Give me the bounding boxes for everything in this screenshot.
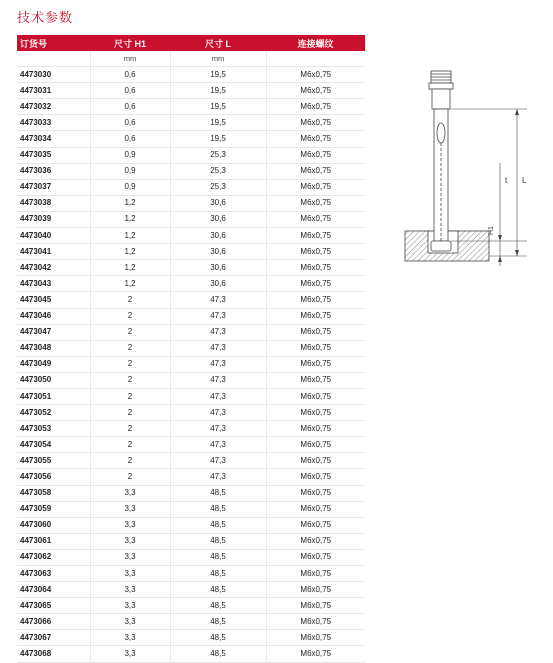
h1-cell: 3,3 xyxy=(90,646,170,662)
l-cell: 47,3 xyxy=(170,340,266,356)
thread-cell: M6x0,75 xyxy=(266,405,365,421)
order-no-cell: 4473030 xyxy=(17,67,90,83)
thread-cell: M6x0,75 xyxy=(266,292,365,308)
header-h1: 尺寸 H1 xyxy=(90,35,170,51)
order-no-cell: 4473053 xyxy=(17,421,90,437)
l-cell: 48,5 xyxy=(170,549,266,565)
h1-cell: 0,6 xyxy=(90,67,170,83)
l-cell: 30,6 xyxy=(170,260,266,276)
unit-cell xyxy=(17,51,90,67)
l-cell: 48,5 xyxy=(170,598,266,614)
order-no-cell: 4473041 xyxy=(17,244,90,260)
thread-cell: M6x0,75 xyxy=(266,260,365,276)
order-no-cell: 4473065 xyxy=(17,598,90,614)
h1-cell: 3,3 xyxy=(90,630,170,646)
order-no-cell: 4473066 xyxy=(17,614,90,630)
table-row xyxy=(17,324,365,340)
label-t: t xyxy=(505,176,508,185)
table-row xyxy=(17,566,365,582)
l-cell: 47,3 xyxy=(170,292,266,308)
thread-cell: M6x0,75 xyxy=(266,469,365,485)
l-cell: 47,3 xyxy=(170,421,266,437)
h1-cell: 3,3 xyxy=(90,533,170,549)
l-cell: 48,5 xyxy=(170,501,266,517)
l-cell: 48,5 xyxy=(170,517,266,533)
order-no-cell: 4473035 xyxy=(17,147,90,163)
l-cell: 19,5 xyxy=(170,99,266,115)
table-row xyxy=(17,485,365,501)
table-row xyxy=(17,356,365,372)
thread-cell: M6x0,75 xyxy=(266,582,365,598)
order-no-cell: 4473054 xyxy=(17,437,90,453)
table-row xyxy=(17,388,365,404)
order-no-cell: 4473040 xyxy=(17,228,90,244)
l-cell: 47,3 xyxy=(170,388,266,404)
table-row xyxy=(17,195,365,211)
thread-cell: M6x0,75 xyxy=(266,598,365,614)
h1-cell: 1,2 xyxy=(90,276,170,292)
order-no-cell: 4473039 xyxy=(17,211,90,227)
header-l: 尺寸 L xyxy=(170,35,266,51)
label-h1: H1 xyxy=(488,226,495,235)
h1-cell: 2 xyxy=(90,340,170,356)
table-row xyxy=(17,421,365,437)
order-no-cell: 4473038 xyxy=(17,195,90,211)
table-row xyxy=(17,614,365,630)
table-row xyxy=(17,469,365,485)
table-row xyxy=(17,372,365,388)
table-row xyxy=(17,437,365,453)
thread-cell: M6x0,75 xyxy=(266,533,365,549)
order-no-cell: 4473051 xyxy=(17,388,90,404)
l-cell: 48,5 xyxy=(170,614,266,630)
l-cell: 48,5 xyxy=(170,630,266,646)
l-cell: 47,3 xyxy=(170,437,266,453)
h1-cell: 2 xyxy=(90,405,170,421)
h1-cell: 0,9 xyxy=(90,147,170,163)
thread-cell: M6x0,75 xyxy=(266,324,365,340)
h1-cell: 3,3 xyxy=(90,501,170,517)
l-cell: 47,3 xyxy=(170,372,266,388)
h1-cell: 0,6 xyxy=(90,83,170,99)
table-row xyxy=(17,179,365,195)
l-cell: 48,5 xyxy=(170,582,266,598)
header-thread: 连接螺纹 xyxy=(266,35,365,51)
table-row xyxy=(17,501,365,517)
l-cell: 47,3 xyxy=(170,453,266,469)
unit-cell: mm xyxy=(90,51,170,67)
h1-cell: 0,6 xyxy=(90,99,170,115)
thread-cell: M6x0,75 xyxy=(266,566,365,582)
l-cell: 47,3 xyxy=(170,308,266,324)
thread-cell: M6x0,75 xyxy=(266,517,365,533)
order-no-cell: 4473048 xyxy=(17,340,90,356)
h1-cell: 1,2 xyxy=(90,244,170,260)
table-row xyxy=(17,83,365,99)
l-cell: 47,3 xyxy=(170,324,266,340)
l-cell: 25,3 xyxy=(170,147,266,163)
h1-cell: 3,3 xyxy=(90,614,170,630)
h1-cell: 2 xyxy=(90,388,170,404)
table-row xyxy=(17,99,365,115)
table-row xyxy=(17,163,365,179)
order-no-cell: 4473055 xyxy=(17,453,90,469)
order-no-cell: 4473060 xyxy=(17,517,90,533)
table-row xyxy=(17,244,365,260)
l-cell: 19,5 xyxy=(170,67,266,83)
order-no-cell: 4473061 xyxy=(17,533,90,549)
order-no-cell: 4473047 xyxy=(17,324,90,340)
table-row xyxy=(17,115,365,131)
l-cell: 25,3 xyxy=(170,179,266,195)
table-row xyxy=(17,67,365,83)
h1-cell: 2 xyxy=(90,324,170,340)
h1-cell: 1,2 xyxy=(90,211,170,227)
l-cell: 30,6 xyxy=(170,211,266,227)
thread-cell: M6x0,75 xyxy=(266,99,365,115)
h1-cell: 3,3 xyxy=(90,485,170,501)
thread-cell: M6x0,75 xyxy=(266,437,365,453)
thread-cell: M6x0,75 xyxy=(266,549,365,565)
table-row xyxy=(17,131,365,147)
h1-cell: 2 xyxy=(90,437,170,453)
l-cell: 25,3 xyxy=(170,163,266,179)
l-cell: 48,5 xyxy=(170,566,266,582)
thread-cell: M6x0,75 xyxy=(266,614,365,630)
l-cell: 30,6 xyxy=(170,195,266,211)
technical-drawing xyxy=(395,63,535,273)
table-row xyxy=(17,276,365,292)
h1-cell: 3,3 xyxy=(90,549,170,565)
order-no-cell: 4473052 xyxy=(17,405,90,421)
thread-cell: M6x0,75 xyxy=(266,244,365,260)
l-cell: 30,6 xyxy=(170,276,266,292)
thread-cell: M6x0,75 xyxy=(266,453,365,469)
h1-cell: 2 xyxy=(90,469,170,485)
order-no-cell: 4473067 xyxy=(17,630,90,646)
table-row xyxy=(17,630,365,646)
table-row xyxy=(17,228,365,244)
thread-cell: M6x0,75 xyxy=(266,485,365,501)
table-row xyxy=(17,340,365,356)
h1-cell: 2 xyxy=(90,372,170,388)
table-row xyxy=(17,598,365,614)
h1-cell: 1,2 xyxy=(90,228,170,244)
table-row xyxy=(17,260,365,276)
order-no-cell: 4473049 xyxy=(17,356,90,372)
l-cell: 47,3 xyxy=(170,469,266,485)
label-l: L xyxy=(522,176,527,185)
h1-cell: 2 xyxy=(90,453,170,469)
order-no-cell: 4473046 xyxy=(17,308,90,324)
table-row xyxy=(17,405,365,421)
order-no-cell: 4473058 xyxy=(17,485,90,501)
page-title: 技术参数 xyxy=(17,10,74,25)
pin-diagram-svg xyxy=(395,63,535,273)
h1-cell: 3,3 xyxy=(90,582,170,598)
l-cell: 30,6 xyxy=(170,228,266,244)
table-row xyxy=(17,211,365,227)
thread-cell: M6x0,75 xyxy=(266,67,365,83)
l-cell: 47,3 xyxy=(170,405,266,421)
thread-cell: M6x0,75 xyxy=(266,147,365,163)
table-row xyxy=(17,549,365,565)
thread-cell: M6x0,75 xyxy=(266,356,365,372)
l-cell: 30,6 xyxy=(170,244,266,260)
thread-cell: M6x0,75 xyxy=(266,421,365,437)
order-no-cell: 4473056 xyxy=(17,469,90,485)
table-row xyxy=(17,292,365,308)
h1-cell: 2 xyxy=(90,308,170,324)
thread-cell: M6x0,75 xyxy=(266,308,365,324)
table-row xyxy=(17,147,365,163)
thread-cell: M6x0,75 xyxy=(266,646,365,662)
thread-cell: M6x0,75 xyxy=(266,131,365,147)
thread-cell: M6x0,75 xyxy=(266,179,365,195)
table-row xyxy=(17,453,365,469)
order-no-cell: 4473063 xyxy=(17,566,90,582)
thread-cell: M6x0,75 xyxy=(266,163,365,179)
table-row xyxy=(17,517,365,533)
thread-cell: M6x0,75 xyxy=(266,501,365,517)
thread-cell: M6x0,75 xyxy=(266,83,365,99)
table-header-row xyxy=(17,35,365,51)
h1-cell: 0,9 xyxy=(90,179,170,195)
pin-body xyxy=(429,71,453,251)
thread-cell: M6x0,75 xyxy=(266,372,365,388)
l-cell: 19,5 xyxy=(170,83,266,99)
thread-cell: M6x0,75 xyxy=(266,211,365,227)
h1-cell: 0,6 xyxy=(90,131,170,147)
l-cell: 19,5 xyxy=(170,131,266,147)
order-no-cell: 4473050 xyxy=(17,372,90,388)
h1-cell: 2 xyxy=(90,356,170,372)
order-no-cell: 4473032 xyxy=(17,99,90,115)
table-row xyxy=(17,582,365,598)
thread-cell: M6x0,75 xyxy=(266,115,365,131)
arrowheads xyxy=(498,109,519,262)
h1-cell: 2 xyxy=(90,292,170,308)
order-no-cell: 4473045 xyxy=(17,292,90,308)
order-no-cell: 4473043 xyxy=(17,276,90,292)
order-no-cell: 4473033 xyxy=(17,115,90,131)
table-row xyxy=(17,646,365,662)
h1-cell: 3,3 xyxy=(90,598,170,614)
l-cell: 47,3 xyxy=(170,356,266,372)
order-no-cell: 4473031 xyxy=(17,83,90,99)
unit-cell xyxy=(266,51,365,67)
h1-cell: 3,3 xyxy=(90,566,170,582)
order-no-cell: 4473034 xyxy=(17,131,90,147)
h1-cell: 0,9 xyxy=(90,163,170,179)
unit-cell: mm xyxy=(170,51,266,67)
order-no-cell: 4473068 xyxy=(17,646,90,662)
order-no-cell: 4473064 xyxy=(17,582,90,598)
h1-cell: 1,2 xyxy=(90,195,170,211)
h1-cell: 0,6 xyxy=(90,115,170,131)
thread-cell: M6x0,75 xyxy=(266,340,365,356)
l-cell: 48,5 xyxy=(170,485,266,501)
l-cell: 48,5 xyxy=(170,646,266,662)
spec-table xyxy=(17,35,365,663)
thread-cell: M6x0,75 xyxy=(266,276,365,292)
h1-cell: 3,3 xyxy=(90,517,170,533)
l-cell: 48,5 xyxy=(170,533,266,549)
thread-cell: M6x0,75 xyxy=(266,228,365,244)
h1-cell: 1,2 xyxy=(90,260,170,276)
l-cell: 19,5 xyxy=(170,115,266,131)
order-no-cell: 4473059 xyxy=(17,501,90,517)
order-no-cell: 4473037 xyxy=(17,179,90,195)
order-no-cell: 4473042 xyxy=(17,260,90,276)
thread-cell: M6x0,75 xyxy=(266,195,365,211)
table-row xyxy=(17,308,365,324)
header-order-no: 订货号 xyxy=(17,35,90,51)
order-no-cell: 4473036 xyxy=(17,163,90,179)
h1-cell: 2 xyxy=(90,421,170,437)
thread-cell: M6x0,75 xyxy=(266,630,365,646)
units-row xyxy=(17,51,365,67)
thread-cell: M6x0,75 xyxy=(266,388,365,404)
table-row xyxy=(17,533,365,549)
order-no-cell: 4473062 xyxy=(17,549,90,565)
